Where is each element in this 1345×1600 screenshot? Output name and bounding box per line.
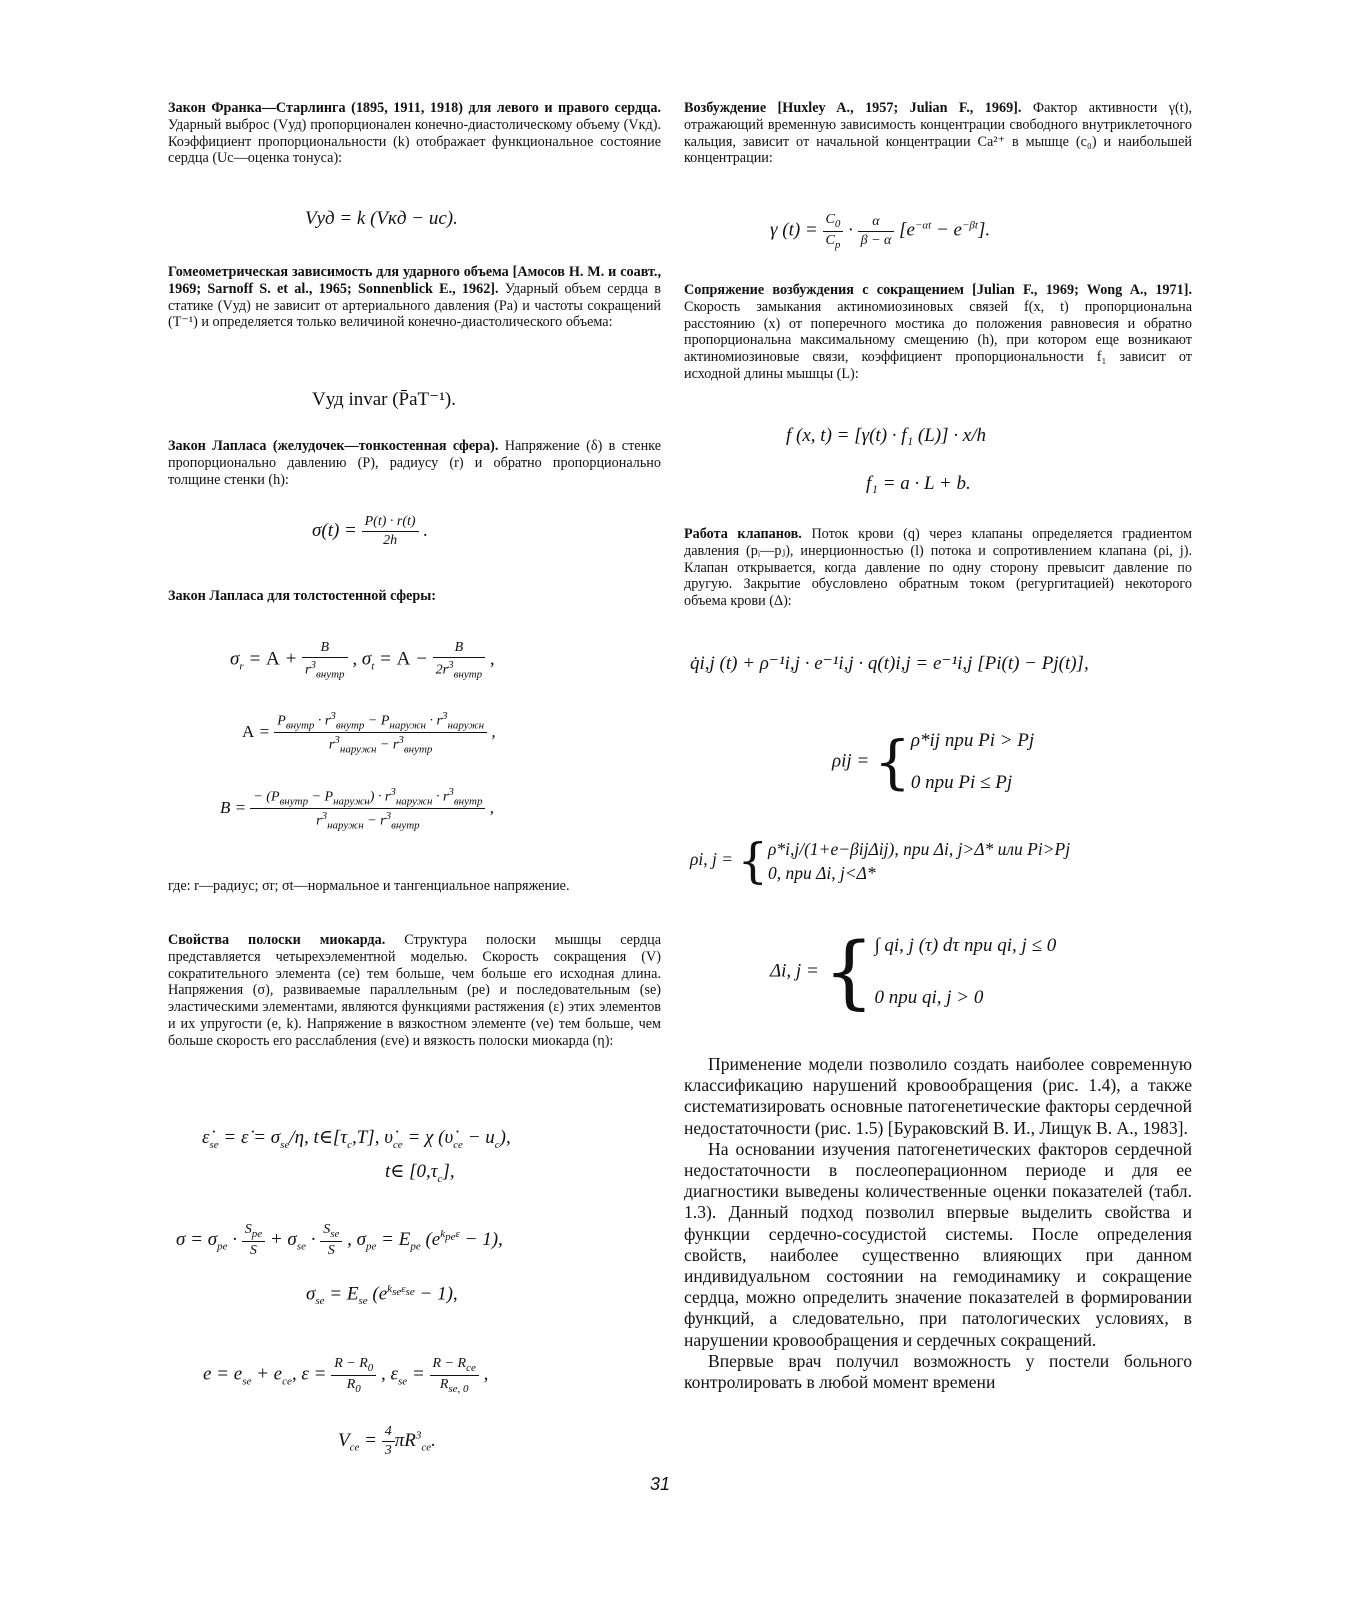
equation-e: $e = e_{se} + e_{ce}$, ε = $\frac{R - R_0}{R_0}$ , $\varepsilon_{se}$ = $\frac{R - R_{ce}}{R_{se, 0}}$ , [203,1356,489,1395]
left-column-6 [168,932,661,1050]
page-number: 31 [650,1474,671,1494]
right-column-2 [684,282,1192,383]
equation-sigma-r-t: $\sigma_r = A$ + $\frac{B}{r^3_{внутр}}$ , $\sigma_t = A$ − $\frac{B}{2r^3_{внутр}}$ , [230,640,495,681]
equation-B: B = $\frac{- (P_{внутр} - P_{наружн}) \cdot r^3_{наружн} \cdot r^3_{внутр}}{r^3_{наружн} - r^3_{внутр}}$ , [220,786,494,832]
equation-q-flow: q̇i,j (t) + ρ⁻¹i,j · e⁻¹i,j · q(t)i,j = e⁻¹i,j [Pi(t) − Pj(t)], [690,653,1089,674]
laplace-thick-heading: Закон Лапласа для толстостенной сферы: [168,588,437,604]
coupling-paragraph: Сопряжение возбуждения с сокращением [Julian F., 1969; Wong A., 1971]. Скорость замыкания актиномиозиновых связей f(x, t) пропорциональна расстоянию (x) от поперечного мостика до положения равновесия и обратно пропорциональна максимальному смещению (h), при котором еще возникают актиномиозиновые связи, коэффициент пропорциональности f₁ зависит от исходной длины мышцы (L): [684,282,1192,382]
where-paragraph: где: r—радиус; σr; σt—нормальное и тангенциальное напряжение. [168,878,570,894]
equation-sigma: $\sigma = \sigma_{pe}$ · $\frac{S_{pe}}{S}$ + $\sigma_{se}$ · $\frac{S_{se}}{S}$ , $\sigma_{pe} = E_{pe}$ $(e^{k_{pe}\varepsilon} - 1)$, [176,1222,503,1258]
laplace-thin-paragraph: Закон Лапласа (желудочек—тонкостенная сфера). Напряжение (δ) в стенке пропорционально давлению (P), радиусу (r) и обратно пропорционально толщине стенки (h): [168,438,661,488]
equation-laplace-thin: σ(t) = $\frac{P(t) \cdot r(t)}{2h}$ . [312,514,429,548]
right-column-4 [684,1054,1192,1393]
valves-paragraph: Работа клапанов. Поток крови (q) через клапаны определяется градиентом давления (pᵢ—pⱼ), инерционностью (l) потока и сопротивлением клапана (ρi, j). Клапан открывается, когда давление по одну сторону превысит давление по другую. Закрытие обусловлено обратным током (регургитацией) некоторого объема крови (Δ): [684,526,1192,610]
physician-paragraph: Впервые врач получил возможность у постели больного контролировать в любой момент времени [684,1350,1192,1393]
equation-epsilon-se: $\varepsiloṅ_{se}$ = ε̇ = $\sigma_{se}/\eta$, $t\in[\tau_c,T]$, $\upsiloṅ_{ce} = \chi$ $(\upsiloṅ_{ce} - u_c)$, [202,1127,511,1151]
equation-delta: Δi, j = {∫ qi, j (τ) dτ при qi, j ≤ 0 0 при qi, j > 0 [770,925,1057,1018]
left-column-3 [168,438,661,488]
equation-rho-i-j: ρi, j = {ρ*i,j/(1+e−βijΔij), при Δi, j>Δ* или Pi>Pj 0, при Δi, j<Δ* [690,833,1071,889]
equation-gamma: γ (t) = $\frac{C_0}{C_p}$ · $\frac{\alpha}{\beta - \alpha}$ $[e^{-\alpha t} - e^{-\beta t}]$. [770,212,991,251]
model-application-paragraph: Применение модели позволило создать наиболее современную классификацию нарушений кровообращения (рис. 1.4), а также систематизировать основные патогенетические факторы сердечной недостаточности (рис. 1.5) [Бураковский В. И., Лищук В. А., 1983]. [684,1054,1192,1138]
excitation-paragraph: Возбуждение [Huxley A., 1957; Julian F., 1969]. Фактор активности γ(t), отражающий временную зависимость концентрации свободного внутриклеточного кальция, зависит от начальной концентрации Ca²⁺ в мышце (c₀) и наибольшей концентрации: [684,100,1192,167]
left-column-4 [168,588,661,605]
right-column [684,100,1192,167]
equation-f1: f₁ = a · L + b. [866,473,971,494]
equation-homeometric: Vуд invar (P̄аT⁻¹). [312,389,456,410]
left-column-2 [168,264,661,331]
equation-frank-starling: Vуд = k (Vкд − uс). [305,208,458,229]
equation-t-range: t∈ $[0,\tau_c]$, [385,1161,455,1185]
equation-rho-ij: ρij = {ρ*ij при Pi > Pj 0 при Pi ≤ Pj [832,728,1035,796]
equation-f-xt: f (x, t) = [γ(t) · f₁ (L)] · x/h [786,425,986,446]
right-column-3 [684,526,1192,610]
equation-A: A = $\frac{P_{внутр} \cdot r^3_{внутр} - P_{наружн} \cdot r^3_{наружн}}{r^3_{наружн} - r^3_{внутр}}$ , [242,710,496,756]
pathogenetic-paragraph: На основании изучения патогенетических факторов сердечной недостаточности в послеоперационном периоде и для ее диагностики выведены количественные оценки показателей (табл. 1.3). Данный подход позволил впервые выделить свойства и функции сердечно-сосудистой системы. После определения свойств, наиболее существенно влияющих при данном индивидуальном состоянии на гемодинамику и сокращение сердца, можно определить значение показателей в формировании функций, а следовательно, при патологических условиях, в нарушении кровообращения и сердечных сокращений. [684,1138,1192,1350]
myocardium-strip-paragraph: Свойства полоски миокарда. Структура полоски мышцы сердца представляется четырехэлементной моделью. Скорость сокращения (V) сократительного элемента (ce) тем больше, чем больше его исходная длина. Напряжения (σ), развиваемые параллельным (pe) и последовательным (se) эластическими элементами, являются функциями растяжения (ε) этих элементов и их упругости (e, k). Напряжение в вязкостном элементе (ve) тем больше, чем больше скорость его расслабления (εve) и вязкость полоски миокарда (η): [168,932,661,1049]
equation-sigma-se: $\sigma_{se} = E_{se}$ $(e^{k_{se}\varepsilon_{se}} - 1)$, [306,1283,458,1308]
left-column-5 [168,878,661,895]
left-column [168,100,661,167]
frank-starling-paragraph: Закон Франка—Старлинга (1895, 1911, 1918) для левого и правого сердца. Ударный выброс (Vуд) пропорционален конечно-диастолическому объему (Vкд). Коэффициент пропорциональности (k) отображает функциональное состояние сердца (Uс—оценка тонуса): [168,100,661,167]
homeometric-paragraph: Гомеометрическая зависимость для ударного объема [Амосов Н. М. и соавт., 1969; Sarnoff S. et al., 1965; Sonnenblick E., 1962]. Ударный объем сердца в статике (Vуд) не зависит от артериального давления (Pа) и частоты сокращений (T⁻¹) и определяется только величиной конечно-диастолического объема: [168,264,661,331]
equation-vce: $V_{ce}$ = $\frac{4}{3}$ $\pi R^3_{ce}$. [338,1424,436,1458]
